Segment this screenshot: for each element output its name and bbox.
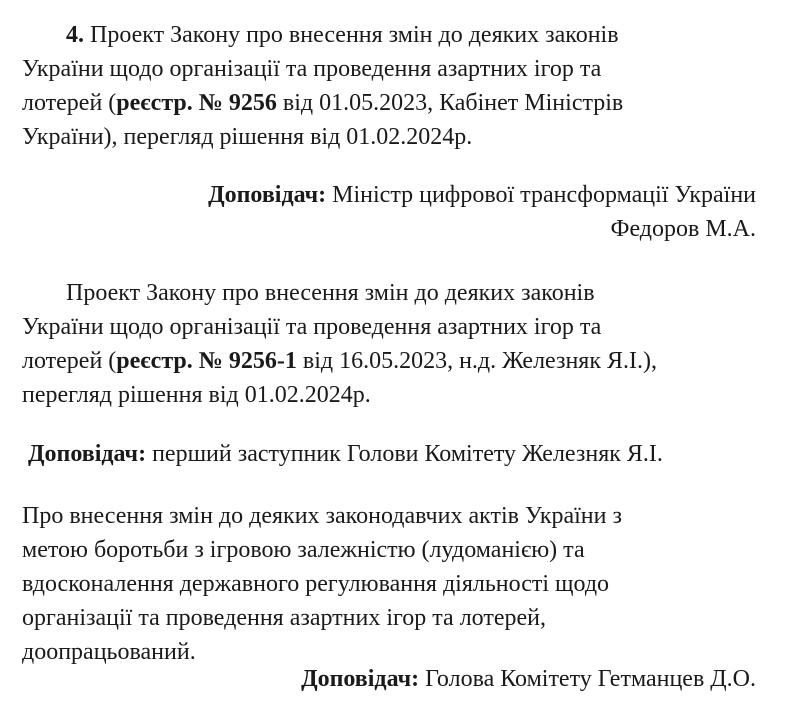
item1-line-1-text: Проект Закону про внесення змін до деяких законів: [90, 22, 619, 48]
item2-line-4: перегляд рішення від 01.02.2024р.: [22, 382, 371, 408]
item1-line-3-prefix: лотерей (: [22, 90, 117, 116]
item3-line-3: вдосконалення державного регулювання діяльності щодо: [22, 571, 610, 597]
item2-registration: реєстр. № 9256-1: [116, 348, 297, 374]
item1-reporter-name: Федоров М.А.: [610, 216, 756, 242]
item3-reporter-text: Голова Комітету Гетманцев Д.О.: [419, 666, 756, 692]
item1-reporter: [208, 178, 756, 212]
item2-reporter-text: перший заступник Голови Комітету Железняк Я.І.: [146, 441, 663, 467]
item3-line-5: доопрацьований.: [22, 639, 196, 665]
item1-line-2: України щодо організації та проведення азартних ігор та: [22, 56, 602, 82]
item3-reporter-label: Доповідач:: [301, 666, 420, 692]
item1-number: 4.: [66, 22, 84, 48]
item3-reporter: [301, 662, 756, 696]
item2-reporter-label: Доповідач:: [28, 441, 147, 467]
item1-line-1: [66, 18, 619, 52]
item2-line-1: Проект Закону про внесення змін до деяких законів: [66, 280, 595, 306]
item2-line-3-prefix: лотерей (: [22, 348, 117, 374]
item3-line-4: організації та проведення азартних ігор та лотерей,: [22, 605, 547, 631]
item1-line-3-suffix: від 01.05.2023, Кабінет Міністрів: [276, 90, 624, 116]
item3-line-2: метою боротьби з ігровою залежністю (лудоманією) та: [22, 537, 585, 563]
item1-reporter-label: Доповідач:: [208, 182, 327, 208]
item2-line-2: України щодо організації та проведення азартних ігор та: [22, 314, 602, 340]
item1-reporter-text: Міністр цифрової трансформації України: [326, 182, 756, 208]
item1-line-3: [22, 86, 623, 120]
item1-registration: реєстр. № 9256: [116, 90, 277, 116]
item2-reporter: [28, 437, 663, 471]
item3-line-1: Про внесення змін до деяких законодавчих актів України з: [22, 503, 622, 529]
item1-line-4: України), перегляд рішення від 01.02.2024р.: [22, 124, 473, 150]
item2-line-3-suffix: від 16.05.2023, н.д. Железняк Я.І.),: [296, 348, 657, 374]
item2-line-3: [22, 344, 657, 378]
